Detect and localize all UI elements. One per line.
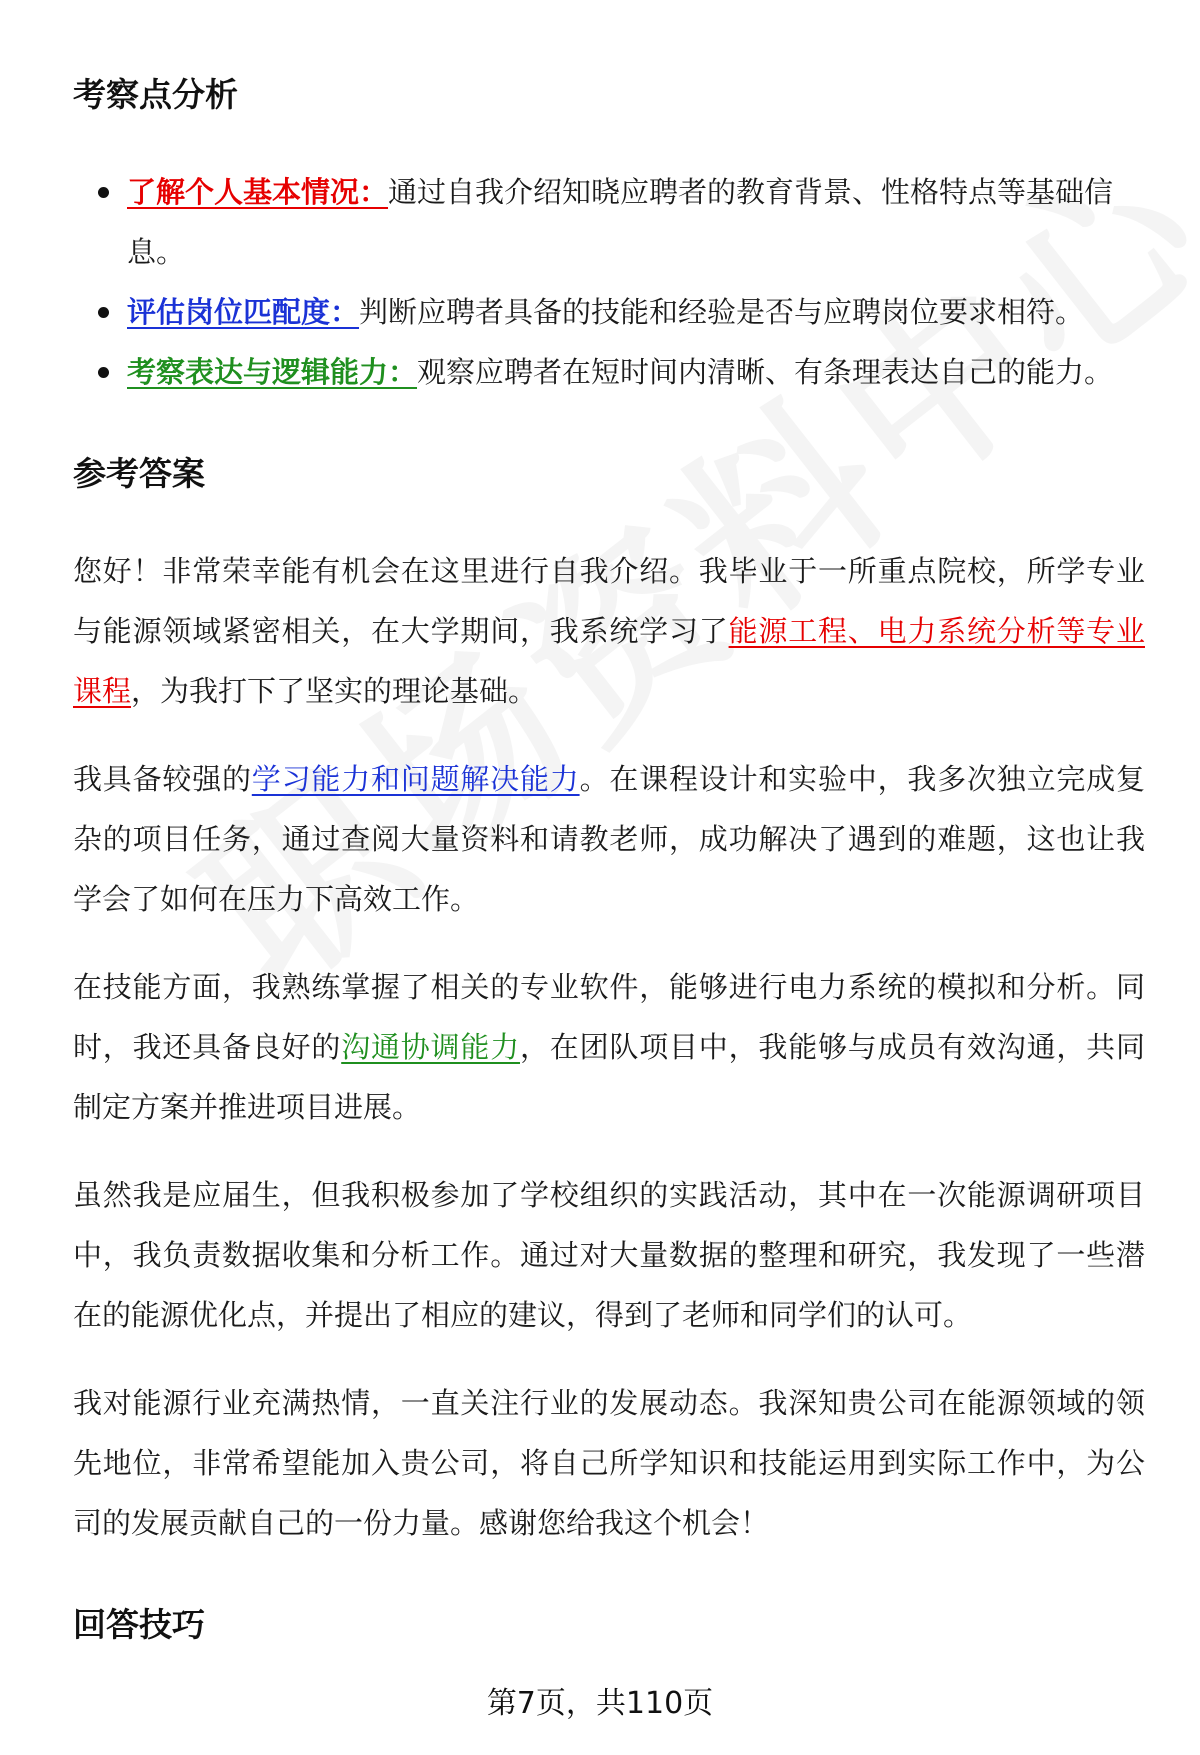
paragraph-text: 您好！非常荣幸能有机会在这里进行自我介绍。我毕业于一所重点院校，所学专业与能源领域紧密相关，在大学期间，我系统学习了 (73, 554, 1145, 648)
paragraph-text: ，在团队项目中，我能够与成员有效沟通，共同制定方案并推进项目进展。 (73, 1030, 1145, 1124)
section-title-answer: 参考答案 (73, 454, 205, 493)
section-title-tips: 回答技巧 (73, 1605, 205, 1644)
bullet-icon (98, 187, 109, 198)
list-item (73, 342, 1145, 402)
paragraph-text: 我具备较强的 (73, 762, 252, 796)
paragraph-text: 。在课程设计和实验中，我多次独立完成复杂的项目任务，通过查阅大量资料和请教老师，成功解决了遇到的难题，这也让我学会了如何在压力下高效工作。 (73, 762, 1145, 916)
answer-paragraph: 我对能源行业充满热情，一直关注行业的发展动态。我深知贵公司在能源领域的领先地位，非常希望能加入贵公司，将自己所学知识和技能运用到实际工作中，为公司的发展贡献自己的一份力量。感谢您给我这个机会！ (73, 1386, 1145, 1540)
answer-paragraph: 虽然我是应届生，但我积极参加了学校组织的实践活动，其中在一次能源调研项目中，我负责数据收集和分析工作。通过对大量数据的整理和研究，我发现了一些潜在的能源优化点，并提出了相应的建议，得到了老师和同学们的认可。 (73, 1178, 1145, 1332)
bullet-icon (98, 367, 109, 378)
paragraph-text: 在技能方面，我熟练掌握了相关的专业软件，能够进行电力系统的模拟和分析。同时，我还具备良好的 (73, 970, 1145, 1064)
point-text: 观察应聘者在短时间内清晰、有条理表达自己的能力。 (417, 355, 1114, 389)
section-title-analysis: 考察点分析 (73, 75, 238, 114)
point-text: 通过自我介绍知晓应聘者的教育背景、性格特点等基础信息。 (127, 175, 1114, 269)
point-text: 判断应聘者具备的技能和经验是否与应聘岗位要求相符。 (359, 295, 1085, 329)
bullet-icon (98, 307, 109, 318)
highlight-link[interactable]: 沟通协调能力 (341, 1030, 520, 1064)
answer-paragraph (73, 541, 1145, 721)
paragraph-text: ，为我打下了坚实的理论基础。 (131, 674, 538, 708)
highlight-link[interactable]: 能源工程、电力系统分析等专业课程 (73, 614, 1145, 708)
list-item (73, 162, 1145, 282)
page-number: 第7页，共110页 (486, 1686, 714, 1721)
answer-paragraph (73, 749, 1145, 929)
point-keyword: 了解个人基本情况： (127, 175, 389, 209)
list-item (73, 282, 1145, 342)
highlight-link[interactable]: 学习能力和问题解决能力 (251, 762, 580, 796)
analysis-point-list (73, 162, 1145, 402)
answer-paragraph (73, 957, 1145, 1137)
point-keyword: 评估岗位匹配度： (127, 295, 360, 329)
point-keyword: 考察表达与逻辑能力： (127, 355, 418, 389)
